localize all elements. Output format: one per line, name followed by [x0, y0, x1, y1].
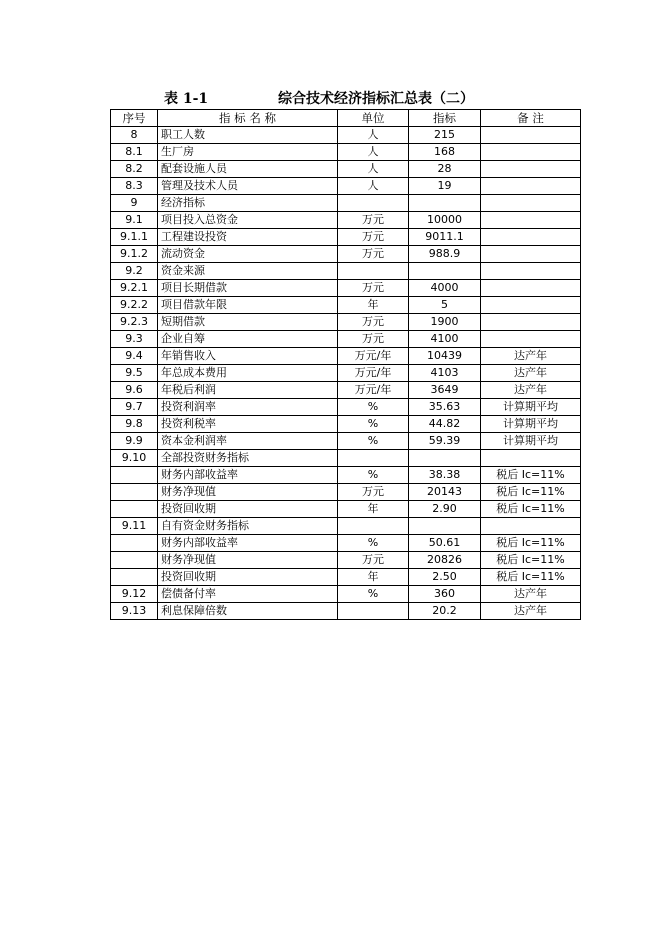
table-header-row — [111, 110, 581, 127]
cell-no: 9 — [111, 195, 158, 212]
table-row — [111, 501, 581, 518]
table-row — [111, 280, 581, 297]
cell-name: 配套设施人员 — [158, 161, 338, 178]
cell-unit: 人 — [338, 178, 409, 195]
cell-note: 税后 Ic=11% — [481, 552, 581, 569]
table-row — [111, 161, 581, 178]
cell-value: 168 — [409, 144, 481, 161]
cell-no: 9.4 — [111, 348, 158, 365]
cell-unit: 万元 — [338, 314, 409, 331]
cell-value: 20143 — [409, 484, 481, 501]
cell-name: 利息保障倍数 — [158, 603, 338, 620]
cell-name: 投资回收期 — [158, 501, 338, 518]
cell-value: 10439 — [409, 348, 481, 365]
cell-unit: 人 — [338, 161, 409, 178]
cell-note — [481, 297, 581, 314]
cell-unit: 万元 — [338, 552, 409, 569]
cell-note: 达产年 — [481, 382, 581, 399]
cell-name: 偿债备付率 — [158, 586, 338, 603]
cell-value: 50.61 — [409, 535, 481, 552]
cell-no: 9.2.1 — [111, 280, 158, 297]
cell-unit: 万元 — [338, 212, 409, 229]
cell-name: 经济指标 — [158, 195, 338, 212]
table-row — [111, 246, 581, 263]
cell-value — [409, 195, 481, 212]
cell-no — [111, 569, 158, 586]
cell-no: 9.1 — [111, 212, 158, 229]
header-value: 指标 — [409, 110, 481, 127]
cell-note — [481, 263, 581, 280]
cell-name: 项目借款年限 — [158, 297, 338, 314]
cell-value: 59.39 — [409, 433, 481, 450]
table-row — [111, 399, 581, 416]
table-row — [111, 229, 581, 246]
cell-unit: % — [338, 467, 409, 484]
cell-no: 9.3 — [111, 331, 158, 348]
cell-note — [481, 127, 581, 144]
cell-unit: % — [338, 416, 409, 433]
cell-no — [111, 535, 158, 552]
cell-value: 20.2 — [409, 603, 481, 620]
cell-name: 项目投入总资金 — [158, 212, 338, 229]
cell-unit: 万元/年 — [338, 365, 409, 382]
cell-note: 计算期平均 — [481, 416, 581, 433]
cell-no: 9.1.2 — [111, 246, 158, 263]
cell-value — [409, 263, 481, 280]
table-title: 综合技术经济指标汇总表（二） — [278, 91, 474, 107]
cell-value: 988.9 — [409, 246, 481, 263]
cell-name: 财务净现值 — [158, 552, 338, 569]
cell-name: 短期借款 — [158, 314, 338, 331]
header-note: 备 注 — [481, 110, 581, 127]
cell-note — [481, 212, 581, 229]
cell-note: 税后 Ic=11% — [481, 569, 581, 586]
cell-name: 自有资金财务指标 — [158, 518, 338, 535]
table-row — [111, 586, 581, 603]
table-row — [111, 195, 581, 212]
table-row — [111, 348, 581, 365]
cell-unit: 万元 — [338, 484, 409, 501]
cell-unit — [338, 450, 409, 467]
table-row — [111, 331, 581, 348]
cell-unit: 万元/年 — [338, 382, 409, 399]
cell-value: 2.90 — [409, 501, 481, 518]
table-row — [111, 603, 581, 620]
cell-unit — [338, 263, 409, 280]
cell-unit: 万元/年 — [338, 348, 409, 365]
cell-note — [481, 246, 581, 263]
header-no: 序号 — [111, 110, 158, 127]
cell-name: 管理及技术人员 — [158, 178, 338, 195]
cell-note — [481, 314, 581, 331]
cell-unit: % — [338, 535, 409, 552]
cell-value: 2.50 — [409, 569, 481, 586]
cell-unit: 人 — [338, 144, 409, 161]
cell-name: 投资利税率 — [158, 416, 338, 433]
cell-no: 9.8 — [111, 416, 158, 433]
cell-unit: 万元 — [338, 280, 409, 297]
cell-value: 4000 — [409, 280, 481, 297]
cell-no: 9.2 — [111, 263, 158, 280]
cell-unit: 年 — [338, 569, 409, 586]
cell-note — [481, 331, 581, 348]
cell-value — [409, 518, 481, 535]
cell-unit: % — [338, 399, 409, 416]
table-row — [111, 127, 581, 144]
table-title-row — [110, 88, 580, 108]
cell-no: 9.7 — [111, 399, 158, 416]
cell-name: 财务内部收益率 — [158, 535, 338, 552]
table-row — [111, 552, 581, 569]
cell-name: 投资回收期 — [158, 569, 338, 586]
cell-no: 9.10 — [111, 450, 158, 467]
table-row — [111, 297, 581, 314]
cell-unit: 万元 — [338, 331, 409, 348]
cell-note: 税后 Ic=11% — [481, 501, 581, 518]
cell-unit: 万元 — [338, 246, 409, 263]
cell-value: 360 — [409, 586, 481, 603]
cell-value: 3649 — [409, 382, 481, 399]
table-row — [111, 433, 581, 450]
table-row — [111, 144, 581, 161]
cell-name: 项目长期借款 — [158, 280, 338, 297]
cell-value: 4100 — [409, 331, 481, 348]
table-row — [111, 314, 581, 331]
table-row — [111, 450, 581, 467]
cell-name: 工程建设投资 — [158, 229, 338, 246]
cell-note: 达产年 — [481, 348, 581, 365]
cell-unit: % — [338, 586, 409, 603]
cell-note: 税后 Ic=11% — [481, 535, 581, 552]
cell-name: 财务内部收益率 — [158, 467, 338, 484]
cell-note — [481, 280, 581, 297]
cell-no — [111, 484, 158, 501]
cell-unit: 年 — [338, 297, 409, 314]
cell-no: 9.12 — [111, 586, 158, 603]
cell-no — [111, 467, 158, 484]
cell-unit: 年 — [338, 501, 409, 518]
table-row — [111, 382, 581, 399]
cell-no: 9.6 — [111, 382, 158, 399]
cell-name: 年税后利润 — [158, 382, 338, 399]
cell-value: 28 — [409, 161, 481, 178]
cell-note: 税后 Ic=11% — [481, 467, 581, 484]
cell-value: 5 — [409, 297, 481, 314]
indicator-table — [110, 109, 581, 620]
cell-unit — [338, 195, 409, 212]
cell-note — [481, 450, 581, 467]
cell-name: 财务净现值 — [158, 484, 338, 501]
cell-name: 投资利润率 — [158, 399, 338, 416]
table-row — [111, 518, 581, 535]
cell-name: 年总成本费用 — [158, 365, 338, 382]
cell-unit — [338, 518, 409, 535]
cell-unit — [338, 603, 409, 620]
cell-note — [481, 161, 581, 178]
table-row — [111, 535, 581, 552]
cell-no: 9.5 — [111, 365, 158, 382]
cell-note: 税后 Ic=11% — [481, 484, 581, 501]
table-row — [111, 416, 581, 433]
table-number: 表 1-1 — [164, 91, 209, 107]
cell-value: 38.38 — [409, 467, 481, 484]
table-row — [111, 263, 581, 280]
header-unit: 单位 — [338, 110, 409, 127]
cell-note — [481, 178, 581, 195]
cell-name: 资金来源 — [158, 263, 338, 280]
cell-note — [481, 229, 581, 246]
cell-note — [481, 195, 581, 212]
cell-note: 计算期平均 — [481, 433, 581, 450]
cell-no: 9.9 — [111, 433, 158, 450]
cell-no — [111, 552, 158, 569]
cell-no: 8.2 — [111, 161, 158, 178]
cell-unit: % — [338, 433, 409, 450]
cell-note: 达产年 — [481, 603, 581, 620]
table-row — [111, 569, 581, 586]
cell-name: 全部投资财务指标 — [158, 450, 338, 467]
cell-name: 生厂房 — [158, 144, 338, 161]
cell-no: 9.1.1 — [111, 229, 158, 246]
table-row — [111, 484, 581, 501]
cell-no: 9.13 — [111, 603, 158, 620]
cell-value: 35.63 — [409, 399, 481, 416]
table-row — [111, 467, 581, 484]
cell-no: 9.11 — [111, 518, 158, 535]
cell-no: 9.2.3 — [111, 314, 158, 331]
cell-name: 企业自筹 — [158, 331, 338, 348]
header-name: 指 标 名 称 — [158, 110, 338, 127]
cell-value — [409, 450, 481, 467]
cell-no: 8.1 — [111, 144, 158, 161]
cell-note — [481, 518, 581, 535]
cell-name: 年销售收入 — [158, 348, 338, 365]
table-row — [111, 212, 581, 229]
cell-note: 达产年 — [481, 586, 581, 603]
cell-value: 19 — [409, 178, 481, 195]
cell-name: 职工人数 — [158, 127, 338, 144]
cell-no — [111, 501, 158, 518]
cell-note: 计算期平均 — [481, 399, 581, 416]
table-row — [111, 365, 581, 382]
cell-no: 8.3 — [111, 178, 158, 195]
cell-unit: 万元 — [338, 229, 409, 246]
cell-unit: 人 — [338, 127, 409, 144]
cell-value: 4103 — [409, 365, 481, 382]
cell-value: 20826 — [409, 552, 481, 569]
cell-name: 流动资金 — [158, 246, 338, 263]
cell-value: 1900 — [409, 314, 481, 331]
cell-note: 达产年 — [481, 365, 581, 382]
table-row — [111, 178, 581, 195]
cell-note — [481, 144, 581, 161]
cell-value: 9011.1 — [409, 229, 481, 246]
cell-value: 10000 — [409, 212, 481, 229]
cell-no: 8 — [111, 127, 158, 144]
cell-name: 资本金利润率 — [158, 433, 338, 450]
cell-no: 9.2.2 — [111, 297, 158, 314]
cell-value: 44.82 — [409, 416, 481, 433]
cell-value: 215 — [409, 127, 481, 144]
